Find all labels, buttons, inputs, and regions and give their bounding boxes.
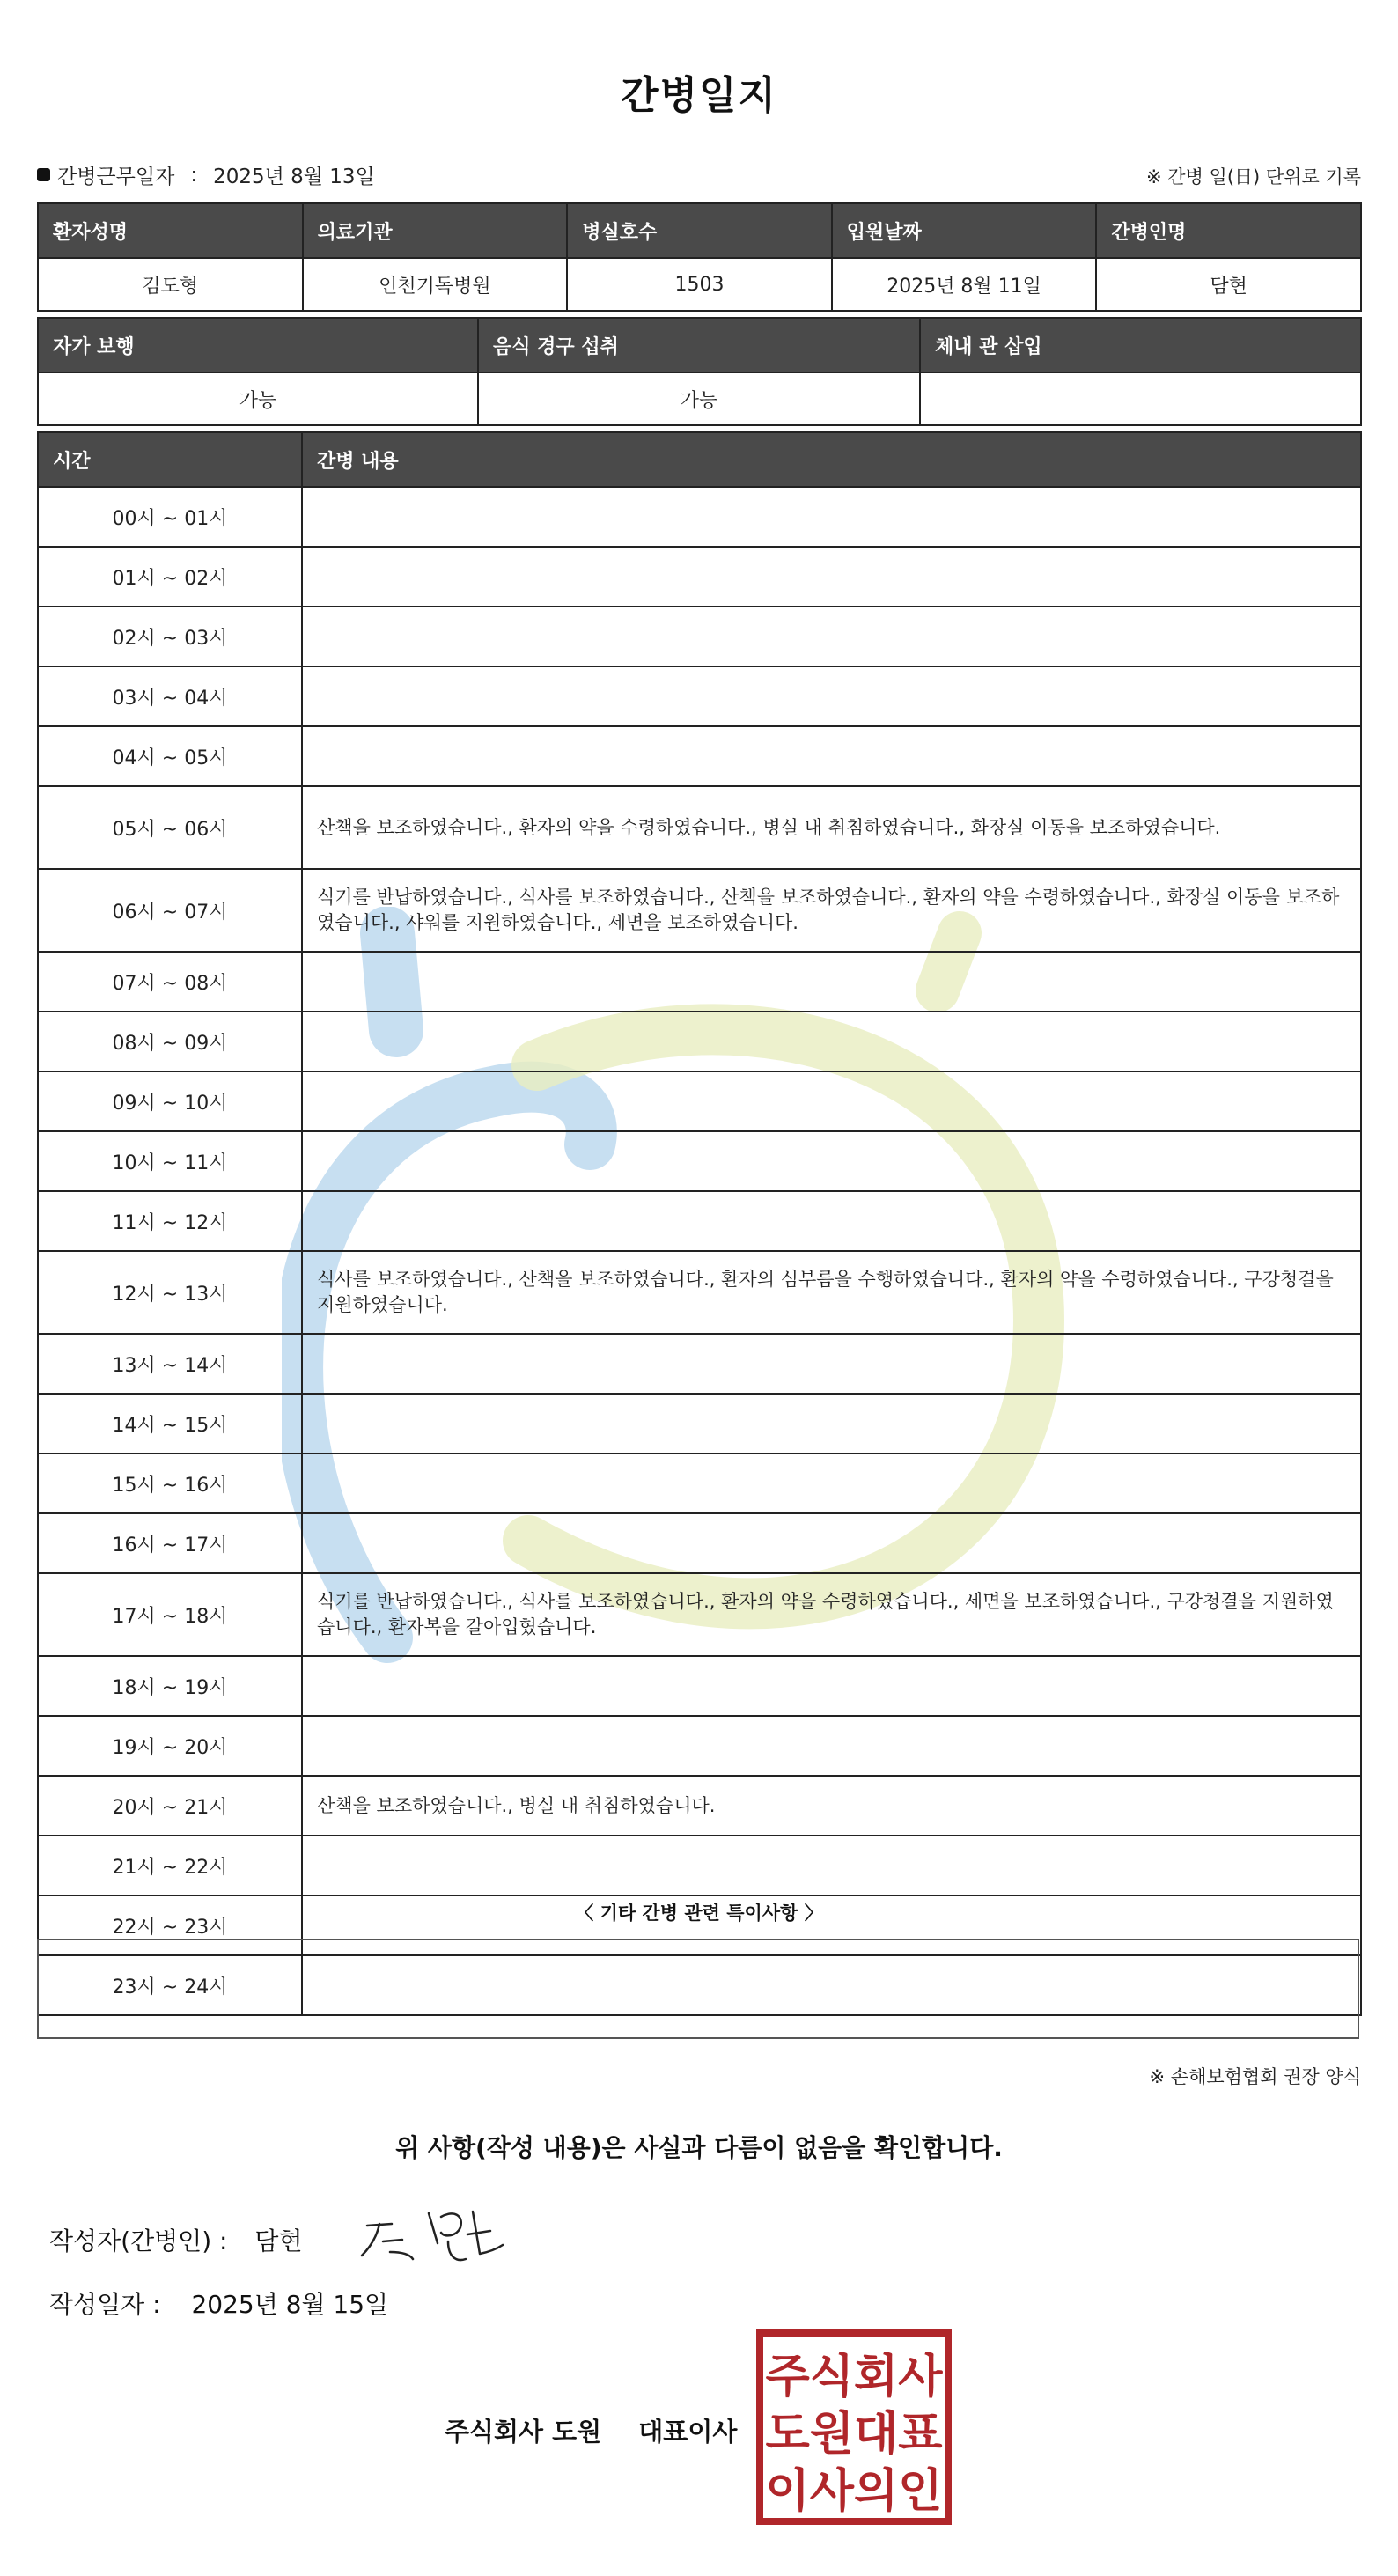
work-date-label: 간병근무일자 [57,166,175,188]
care-content-cell [302,1012,1361,1071]
time-cell: 21시 ~ 22시 [38,1836,302,1895]
care-content-cell [302,1513,1361,1573]
table-row [38,607,1361,666]
table-row [38,1394,1361,1454]
care-content-cell: 산책을 보조하였습니다., 환자의 약을 수령하였습니다., 병실 내 취침하였습니다., 화장실 이동을 보조하였습니다. [302,786,1361,869]
document-title: 간병일지 [620,73,777,118]
care-content-cell [302,952,1361,1012]
time-cell: 00시 ~ 01시 [38,487,302,547]
writer-line [49,2222,303,2257]
tube-insertion-value [920,372,1361,425]
care-content-cell [302,1071,1361,1131]
header-room-number: 병실호수 [567,203,832,258]
remarks-box [37,1939,1359,2039]
care-content-cell [302,607,1361,666]
representative-title: 대표이사 [638,2417,738,2447]
bullet-square-icon [37,168,50,181]
time-cell: 08시 ~ 09시 [38,1012,302,1071]
time-cell: 22시 ~ 23시 [38,1895,302,1955]
header-admission-date: 입원날짜 [832,203,1097,258]
status-header-row [38,318,1361,372]
time-cell: 11시 ~ 12시 [38,1191,302,1251]
time-cell: 13시 ~ 14시 [38,1334,302,1394]
company-seal [755,2329,953,2526]
patient-info-header-row [38,203,1361,258]
care-content-cell [302,666,1361,726]
written-date-value: 2025년 8월 15일 [191,2290,389,2319]
time-cell: 19시 ~ 20시 [38,1716,302,1776]
time-cell: 10시 ~ 11시 [38,1131,302,1191]
work-date-separator: : [190,163,198,187]
time-cell: 04시 ~ 05시 [38,726,302,786]
care-content-cell [302,726,1361,786]
care-content-cell [302,547,1361,607]
table-row [38,1573,1361,1656]
time-cell: 05시 ~ 06시 [38,786,302,869]
oral-intake-value: 가능 [478,372,920,425]
care-content-cell [302,1191,1361,1251]
remarks-title: 〈 기타 간병 관련 특이사항 〉 [575,1903,823,1924]
table-row [38,547,1361,607]
table-row [38,1071,1361,1131]
company-name: 주식회사 도원 [445,2417,602,2447]
table-row [38,786,1361,869]
table-row [38,1131,1361,1191]
hourly-care-log-table [37,431,1362,2016]
care-content-cell: 식기를 반납하였습니다., 식사를 보조하였습니다., 환자의 약을 수령하였습니다., 세면을 보조하였습니다., 구강청결을 지원하였습니다., 환자복을 갈아입혔습니다. [302,1573,1361,1656]
self-walking-value: 가능 [38,372,478,425]
header-patient-name: 환자성명 [38,203,303,258]
table-row [38,1454,1361,1513]
header-hospital: 의료기관 [303,203,568,258]
written-date-label: 작성일자 : [49,2290,161,2319]
care-content-cell: 식사를 보조하였습니다., 산책을 보조하였습니다., 환자의 심부름을 수행하였습니다., 환자의 약을 수령하였습니다., 구강청결을 지원하였습니다. [302,1251,1361,1334]
table-row [38,952,1361,1012]
table-row [38,666,1361,726]
patient-name: 김도형 [38,258,303,311]
company-line [445,2412,737,2448]
seal-line-3: 이사의인 [765,2465,943,2518]
confirmation-statement: 위 사항(작성 내용)은 사실과 다름이 없음을 확인합니다. [395,2133,1003,2162]
care-content-cell [302,1454,1361,1513]
time-cell: 17시 ~ 18시 [38,1573,302,1656]
caregiver-name: 담현 [1096,258,1361,311]
table-row [38,869,1361,952]
time-cell: 15시 ~ 16시 [38,1454,302,1513]
patient-info-value-row [38,258,1361,311]
time-cell: 14시 ~ 15시 [38,1394,302,1454]
time-cell: 01시 ~ 02시 [38,547,302,607]
room-number: 1503 [567,258,832,311]
time-cell: 16시 ~ 17시 [38,1513,302,1573]
patient-info-table [37,202,1362,312]
seal-line-2: 도원대표 [765,2408,943,2461]
header-self-walking: 자가 보행 [38,318,478,372]
care-content-cell: 식기를 반납하였습니다., 식사를 보조하였습니다., 산책을 보조하였습니다., 환자의 약을 수령하였습니다., 화장실 이동을 보조하였습니다., 샤워를 지원하였습니다., 세면을 보조하였습니다. [302,869,1361,952]
table-row [38,1513,1361,1573]
admission-date: 2025년 8월 11일 [832,258,1097,311]
care-content-cell [302,487,1361,547]
header-care-content: 간병 내용 [302,432,1361,487]
header-time: 시간 [38,432,302,487]
table-row [38,1012,1361,1071]
time-cell: 23시 ~ 24시 [38,1955,302,2015]
table-row [38,726,1361,786]
seal-line-1: 주식회사 [765,2351,943,2403]
table-row [38,487,1361,547]
table-row [38,1656,1361,1716]
care-content-cell [302,1131,1361,1191]
log-header-row [38,432,1361,487]
handwritten-signature [357,2201,506,2271]
hospital-name: 인천기독병원 [303,258,568,311]
work-date-line [37,160,375,189]
time-cell: 18시 ~ 19시 [38,1656,302,1716]
care-content-cell: 산책을 보조하였습니다., 병실 내 취침하였습니다. [302,1776,1361,1836]
patient-status-table [37,317,1362,426]
care-content-cell [302,1716,1361,1776]
table-row [38,1334,1361,1394]
table-row [38,1251,1361,1334]
care-content-cell [302,1394,1361,1454]
care-content-cell [302,1656,1361,1716]
care-content-cell [302,1334,1361,1394]
written-date-line [49,2285,388,2321]
table-row [38,1836,1361,1895]
status-value-row [38,372,1361,425]
association-note: ※ 손해보험협회 권장 양식 [1149,2066,1361,2087]
time-cell: 02시 ~ 03시 [38,607,302,666]
log-body [38,487,1361,2015]
unit-note: ※ 간병 일(日) 단위로 기록 [1146,166,1361,188]
header-caregiver-name: 간병인명 [1096,203,1361,258]
table-row [38,1191,1361,1251]
time-cell: 12시 ~ 13시 [38,1251,302,1334]
time-cell: 09시 ~ 10시 [38,1071,302,1131]
table-row [38,1716,1361,1776]
header-oral-intake: 음식 경구 섭취 [478,318,920,372]
header-tube-insertion: 체내 관 삽입 [920,318,1361,372]
writer-name: 담현 [254,2226,303,2256]
care-content-cell [302,1836,1361,1895]
time-cell: 06시 ~ 07시 [38,869,302,952]
time-cell: 03시 ~ 04시 [38,666,302,726]
writer-label: 작성자(간병인) : [49,2226,228,2256]
table-row [38,1776,1361,1836]
time-cell: 07시 ~ 08시 [38,952,302,1012]
work-date-value: 2025년 8월 13일 [213,166,375,188]
time-cell: 20시 ~ 21시 [38,1776,302,1836]
